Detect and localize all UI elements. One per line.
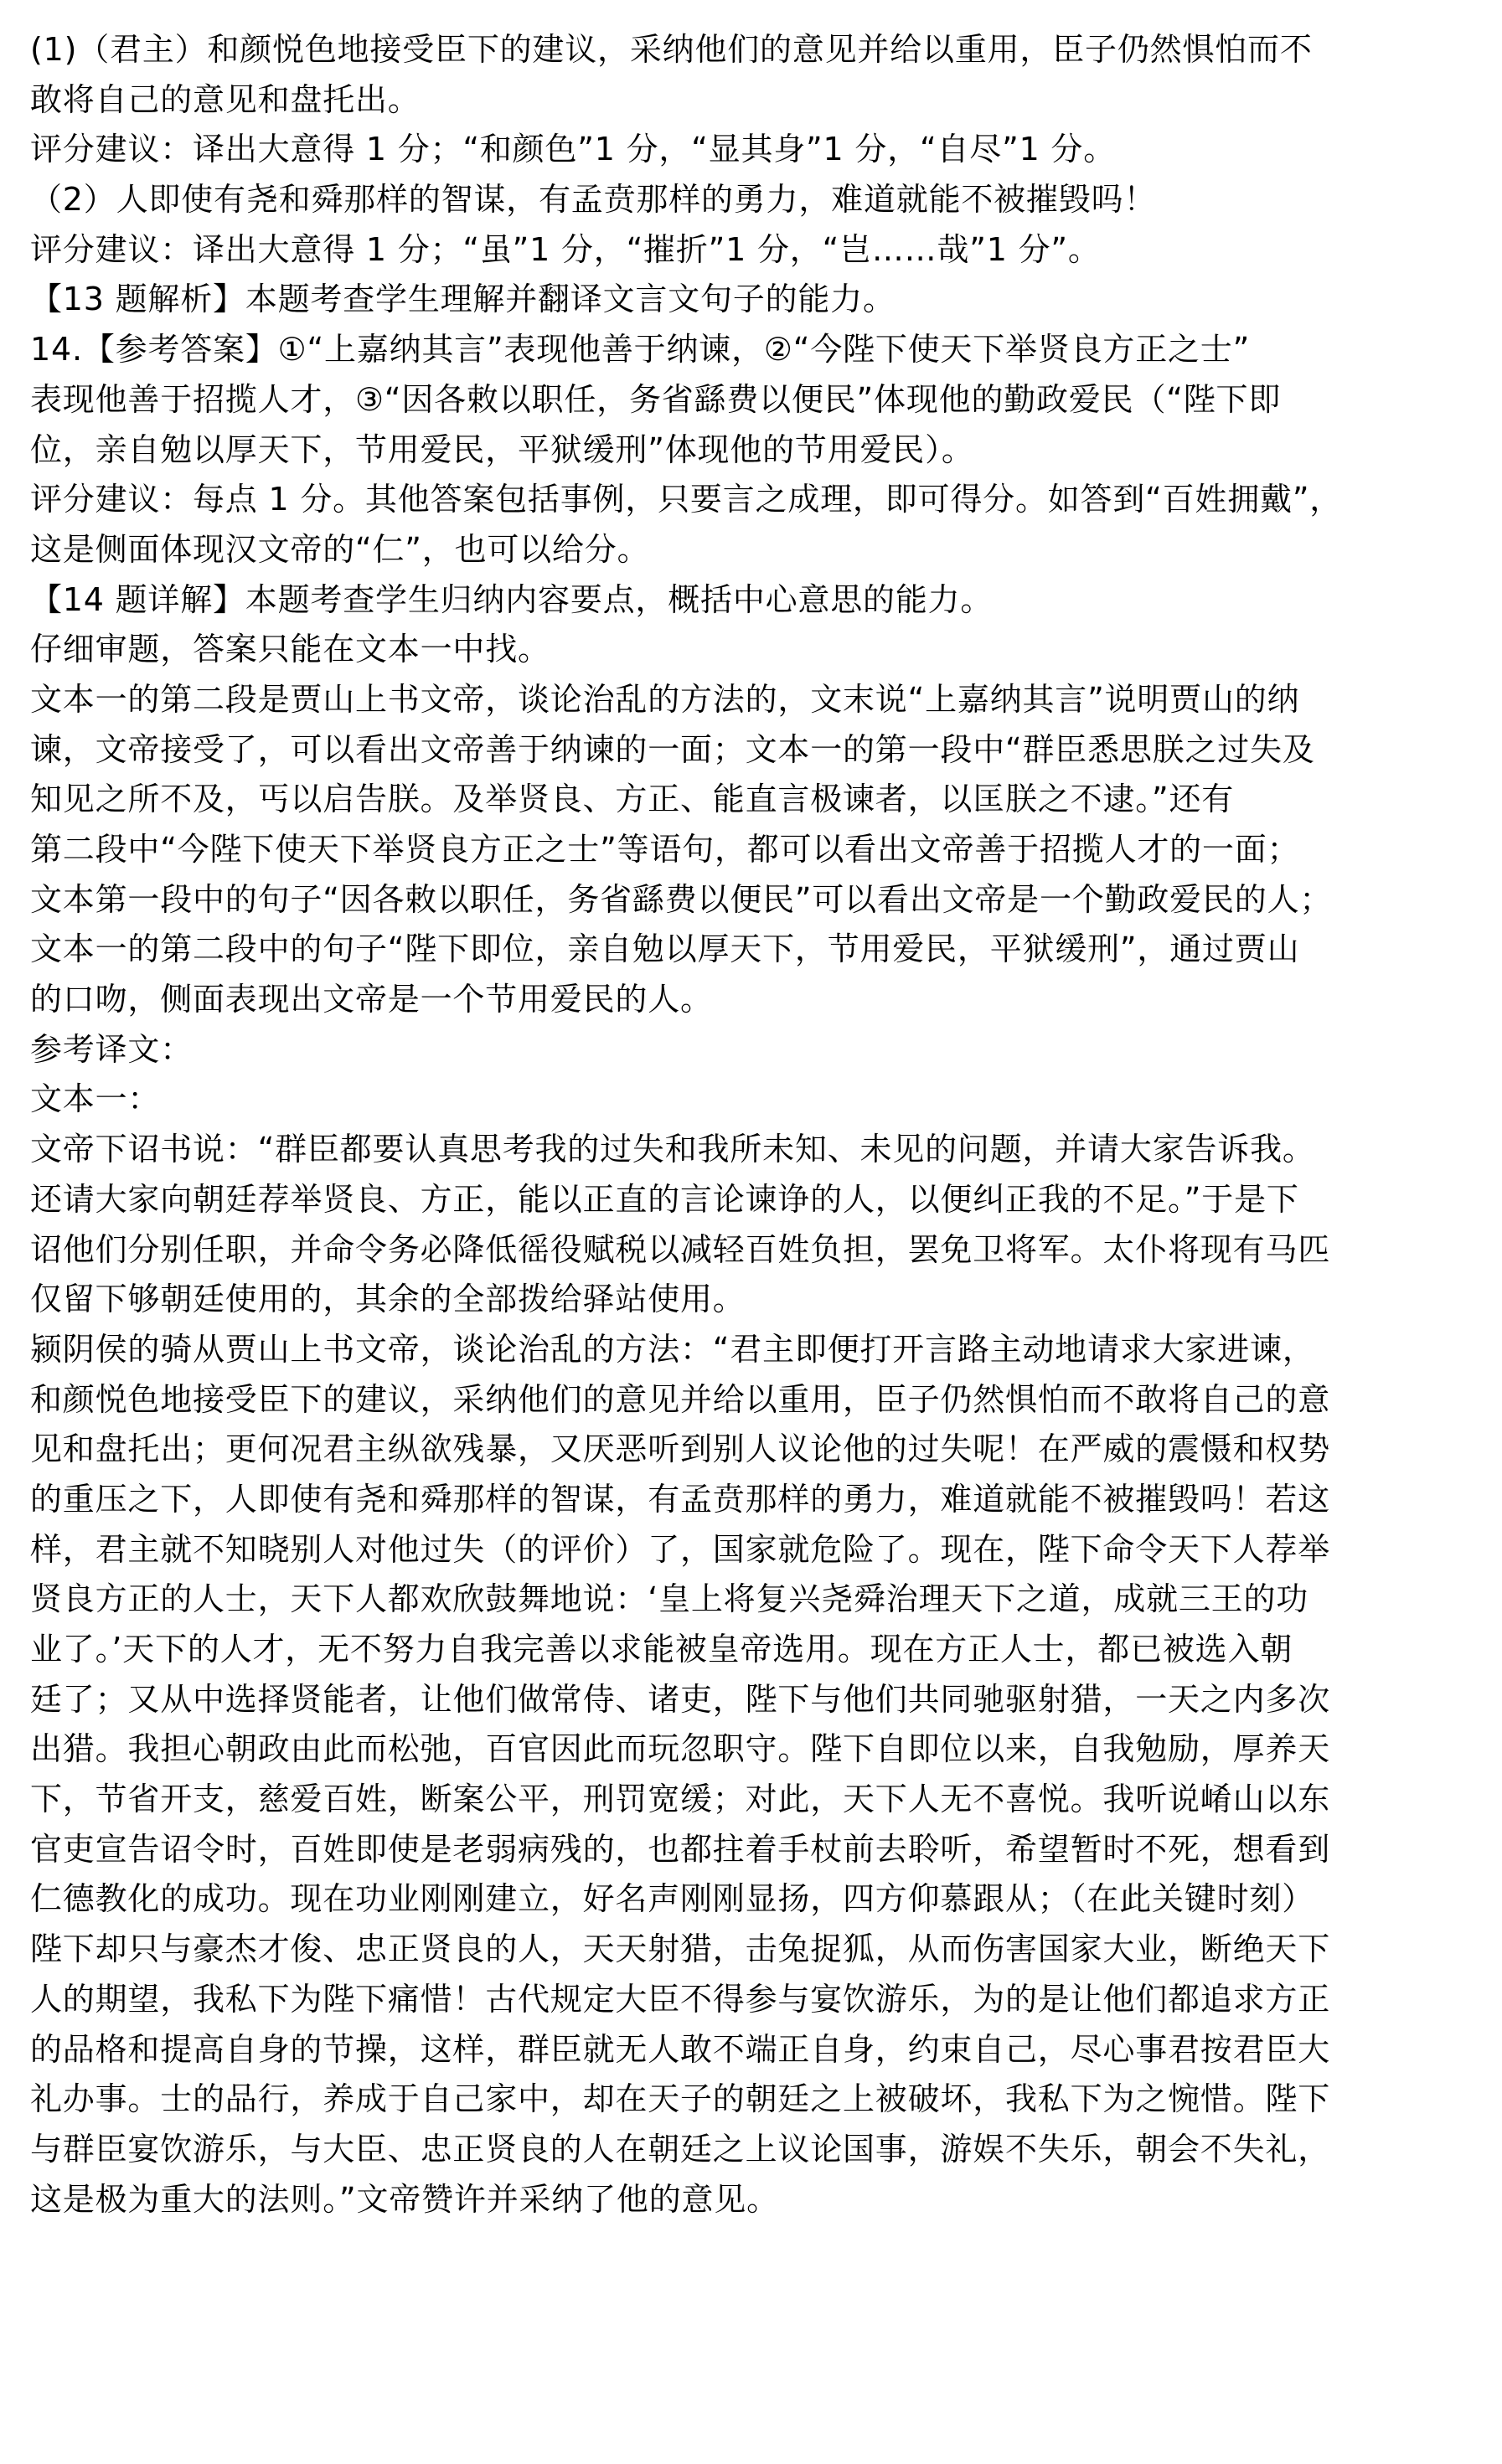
text-line: 谏，文帝接受了，可以看出文帝善于纳谏的一面；文本一的第一段中“群臣悉思朕之过失及 — [30, 730, 1315, 768]
text-line: 评分建议：每点 1 分。其他答案包括事例，只要言之成理，即可得分。如答到“百姓拥戴”， — [30, 481, 1343, 518]
text-line: 文本一： — [30, 1080, 161, 1118]
text-line: 颍阴侯的骑从贾山上书文帝，谈论治乱的方法：“君主即便打开言路主动地请求大家进谏， — [30, 1330, 1315, 1368]
text-line: 敢将自己的意见和盘托出。 — [30, 80, 421, 118]
text-line: 位，亲自勉以厚天下，节用爱民，平狱缓刑”体现他的节用爱民）。 — [30, 430, 974, 468]
text-line: 的品格和提高自身的节操，这样，群臣就无人敢不端正自身，约束自己，尽心事君按君臣大 — [30, 2030, 1331, 2068]
text-line: (1)（君主）和颜悦色地接受臣下的建议，采纳他们的意见并给以重用，臣子仍然惧怕而不 — [30, 31, 1313, 68]
text-line: 和颜悦色地接受臣下的建议，采纳他们的意见并给以重用，臣子仍然惧怕而不敢将自己的意 — [30, 1380, 1331, 1418]
document-page — [30, 25, 1475, 2224]
text-line: 的重压之下，人即使有尧和舜那样的智谋，有孟贲那样的勇力，难道就能不被摧毁吗！若这 — [30, 1480, 1331, 1518]
text-line: 与群臣宴饮游乐，与大臣、忠正贤良的人在朝廷之上议论国事，游娱不失乐，朝会不失礼， — [30, 2130, 1331, 2168]
text-line: 下，节省开支，慈爱百姓，断案公平，刑罚宽缓；对此，天下人无不喜悦。我听说崤山以东 — [30, 1781, 1331, 1818]
text-line: 知见之所不及，丐以启告朕。及举贤良、方正、能直言极谏者，以匡朕之不逮。”还有 — [30, 781, 1235, 818]
text-line: 廷了；又从中选择贤能者，让他们做常侍、诸吏，陛下与他们共同驰驱射猎，一天之内多次 — [30, 1680, 1331, 1718]
text-line: （2）人即使有尧和舜那样的智谋，有孟贲那样的勇力，难道就能不被摧毁吗！ — [30, 181, 1157, 219]
text-line: 评分建议：译出大意得 1 分；“虽”1 分，“摧折”1 分，“岂……哉”1 分”。 — [30, 230, 1101, 268]
text-line: 评分建议：译出大意得 1 分；“和颜色”1 分，“显其身”1 分，“自尽”1 分。 — [30, 131, 1117, 168]
text-line: 还请大家向朝廷荐举贤良、方正，能以正直的言论谏诤的人，以便纠正我的不足。”于是下 — [30, 1180, 1299, 1218]
text-line: 【13 题解析】本题考查学生理解并翻译文言文句子的能力。 — [30, 281, 896, 318]
text-line: 文本一的第二段是贾山上书文帝，谈论治乱的方法的，文末说“上嘉纳其言”说明贾山的纳 — [30, 680, 1300, 718]
text-line: 贤良方正的人士，天下人都欢欣鼓舞地说：‘皇上将复兴尧舜治理天下之道，成就三王的功 — [30, 1580, 1309, 1618]
text-line: 样，君主就不知晓别人对他过失（的评价）了，国家就危险了。现在，陛下命令天下人荐举 — [30, 1530, 1331, 1568]
text-line: 这是侧面体现汉文帝的“仁”，也可以给分。 — [30, 530, 650, 568]
text-line: 官吏宣告诏令时，百姓即使是老弱病残的，也都拄着手杖前去聆听，希望暂时不死，想看到 — [30, 1830, 1331, 1868]
text-line: 的口吻，侧面表现出文帝是一个节用爱民的人。 — [30, 981, 713, 1018]
text-line: 人的期望，我私下为陛下痛惜！古代规定大臣不得参与宴饮游乐，为的是让他们都追求方正 — [30, 1980, 1331, 2018]
text-line: 表现他善于招揽人才，③“因各敕以职任，务省繇费以便民”体现他的勤政爱民（“陛下即 — [30, 380, 1282, 418]
text-line: 仔细审题，答案只能在文本一中找。 — [30, 631, 550, 668]
text-line: 第二段中“今陛下使天下举贤良方正之士”等语句，都可以看出文帝善于招揽人才的一面； — [30, 831, 1300, 868]
text-line: 诏他们分别任职，并命令务必降低徭役赋税以减轻百姓负担，罢免卫将军。太仆将现有马匹 — [30, 1230, 1331, 1268]
text-line: 礼办事。士的品行，养成于自己家中，却在天子的朝廷之上被破坏，我私下为之惋惜。陛下 — [30, 2080, 1331, 2118]
text-line: 文帝下诏书说：“群臣都要认真思考我的过失和我所未知、未见的问题，并请大家告诉我。 — [30, 1131, 1315, 1168]
text-line: 陛下却只与豪杰才俊、忠正贤良的人，天天射猎，击兔捉狐，从而伤害国家大业，断绝天下 — [30, 1930, 1331, 1968]
text-line: 文本一的第二段中的句子“陛下即位，亲自勉以厚天下，节用爱民，平狱缓刑”，通过贾山 — [30, 930, 1300, 968]
text-line: 这是极为重大的法则。”文帝赞许并采纳了他的意见。 — [30, 2180, 779, 2218]
text-line: 文本第一段中的句子“因各敕以职任，务省繇费以便民”可以看出文帝是一个勤政爱民的人； — [30, 880, 1333, 918]
text-line: 业了。’天下的人才，无不努力自我完善以求能被皇帝选用。现在方正人士，都已被选入朝 — [30, 1631, 1293, 1668]
text-line: 仁德教化的成功。现在功业刚刚建立，好名声刚刚显扬，四方仰慕跟从；（在此关键时刻） — [30, 1880, 1315, 1918]
text-line: 出猎。我担心朝政由此而松弛，百官因此而玩忽职守。陛下自即位以来，自我勉励，厚养天 — [30, 1730, 1331, 1768]
text-line: 见和盘托出；更何况君主纵欲残暴，又厌恶听到别人议论他的过失呢！在严威的震慑和权势 — [30, 1430, 1331, 1468]
text-line: 仅留下够朝廷使用的，其余的全部拨给驿站使用。 — [30, 1281, 746, 1318]
text-line: 参考译文： — [30, 1030, 194, 1068]
text-line: 【14 题详解】本题考查学生归纳内容要点，概括中心意思的能力。 — [30, 580, 994, 618]
text-line: 14.【参考答案】①“上嘉纳其言”表现他善于纳谏，②“今陛下使天下举贤良方正之士” — [30, 331, 1251, 369]
